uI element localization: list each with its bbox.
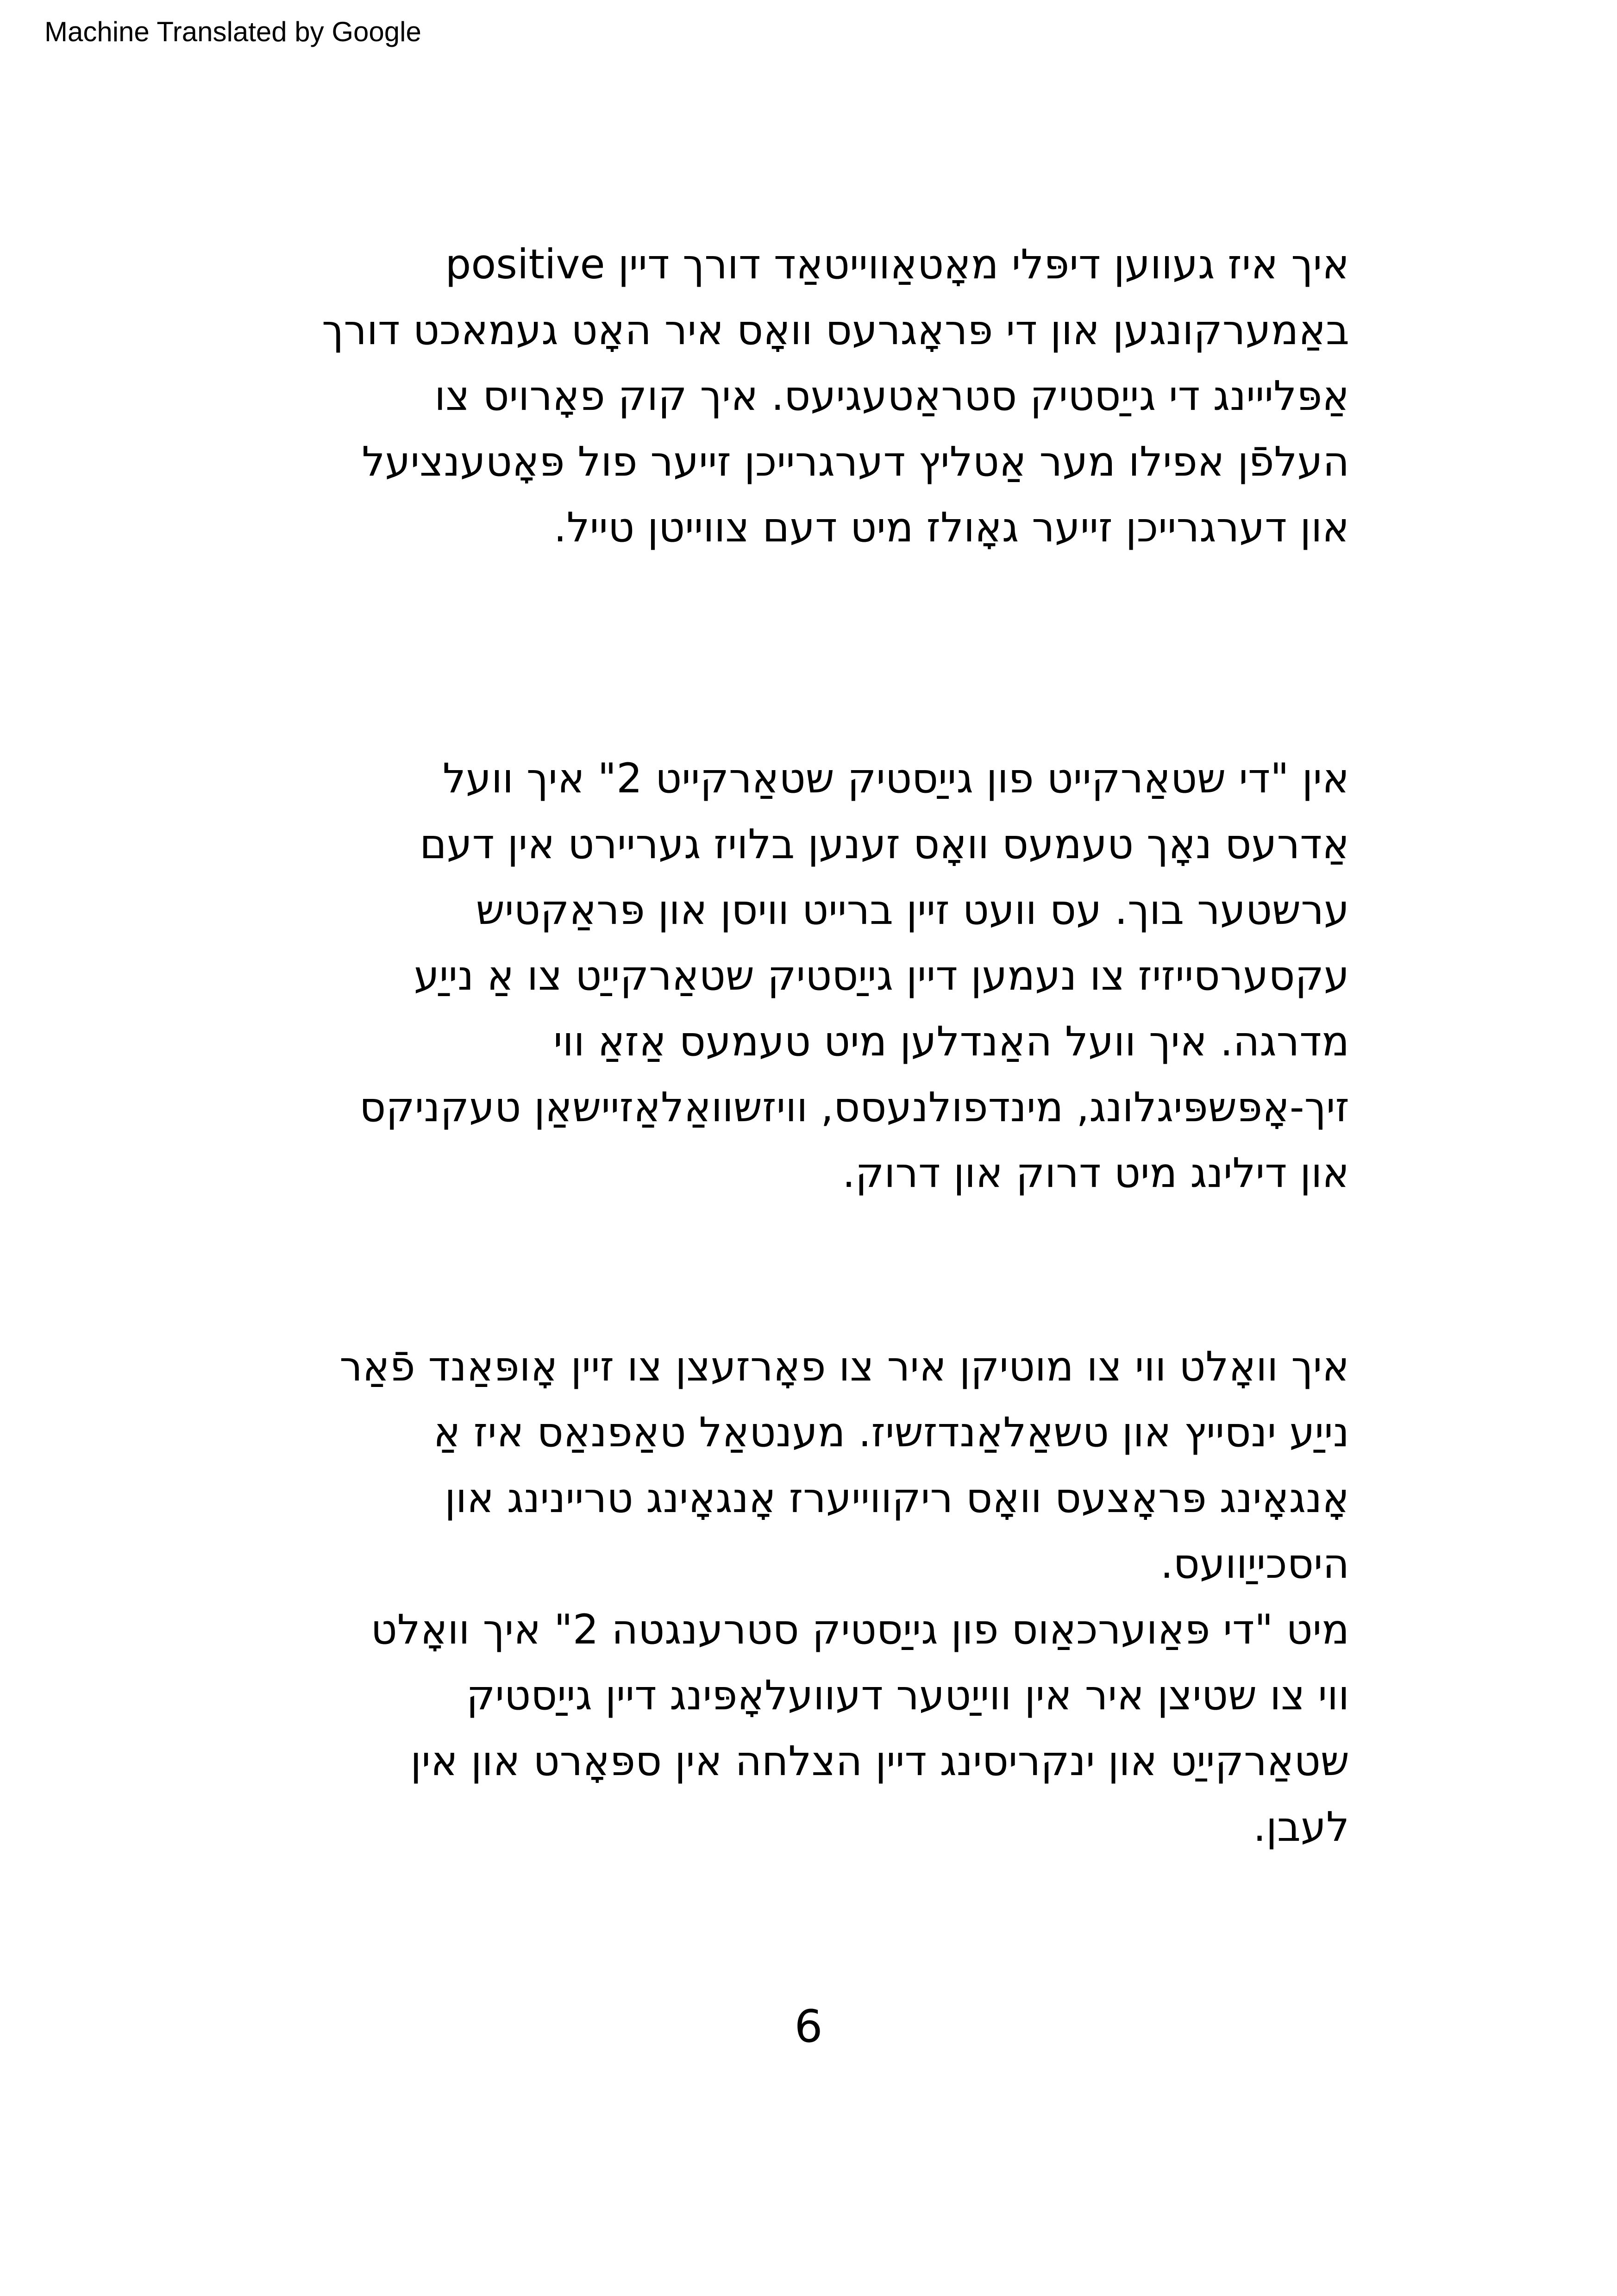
paragraph-line: זיך-אָפּשפּיגלונג, מינדפולנעסס, וויזשוואַלאַזיישאַן טעקניקס	[359, 1083, 1349, 1131]
paragraph-line: מדרגה. איך וועל האַנדלען מיט טעמעס אַזאַ ווי	[553, 1017, 1349, 1065]
page-number: 6	[794, 2001, 823, 2052]
paragraph-line: אַפּלייינג די גייַסטיק סטראַטעגיעס. איך קוק פאָרויס צו	[434, 372, 1349, 420]
paragraph-line: לעבן.	[1253, 1803, 1349, 1851]
paragraph-line: און דערגרייכן זייער גאָולז מיט דעם צווייטן טייל.	[553, 503, 1349, 551]
paragraph-line: אָנגאָינג פּראָצעס וואָס ריקווייערז אָנגאָינג טריינינג און	[445, 1474, 1349, 1522]
paragraph-line: היסכייַוועס.	[1160, 1540, 1349, 1587]
paragraph-line: נייַע ינסייץ און טשאַלאַנדזשיז. מענטאַל טאַפנאַס איז אַ	[433, 1408, 1349, 1456]
machine-translation-note: Machine Translated by Google	[44, 16, 421, 47]
paragraph-1	[238, 232, 1349, 560]
paragraph-line: איך וואָלט ווי צו מוטיקן איר צו פאָרזעצן צו זיין אָופּאַנד פֿאַר	[339, 1342, 1349, 1390]
paragraph-line: און דילינג מיט דרוק און דרוק.	[842, 1149, 1349, 1197]
paragraph-line: שטאַרקייַט און ינקריסינג דיין הצלחה אין ספּאָרט און אין	[410, 1737, 1349, 1785]
paragraph-line: איך איז געווען דיפּלי מאָטאַווייטאַד דורך דיין positive	[445, 240, 1349, 288]
paragraph-line: אין "די שטאַרקייט פון גייַסטיק שטאַרקייט 2" איך וועל	[442, 754, 1349, 802]
paragraph-line: ערשטער בוך. עס וועט זיין ברייט וויסן און פּראַקטיש	[476, 886, 1349, 934]
paragraph-line: מיט "די פּאַוערכאַוס פון גייַסטיק סטרענגטה 2" איך וואָלט	[370, 1606, 1349, 1653]
paragraph-line: העלפֿן אפילו מער אַטליץ דערגרייכן זייער פול פּאָטענציעל	[362, 438, 1349, 485]
paragraph-line: ווי צו שטיצן איר אין ווייַטער דעוועלאָפּינג דיין גייַסטיק	[466, 1671, 1349, 1719]
paragraph-line: אַדרעס נאָך טעמעס וואָס זענען בלויז געריירט אין דעם	[420, 820, 1349, 868]
paragraph-line: באַמערקונגען און די פּראָגרעס וואָס איר האָט געמאכט דורך	[322, 306, 1349, 354]
paragraph-2	[238, 746, 1349, 1206]
paragraph-3	[238, 1334, 1349, 1860]
paragraph-line: עקסערסייזיז צו נעמען דיין גייַסטיק שטאַרקייַט צו אַ נייַע	[414, 952, 1349, 999]
